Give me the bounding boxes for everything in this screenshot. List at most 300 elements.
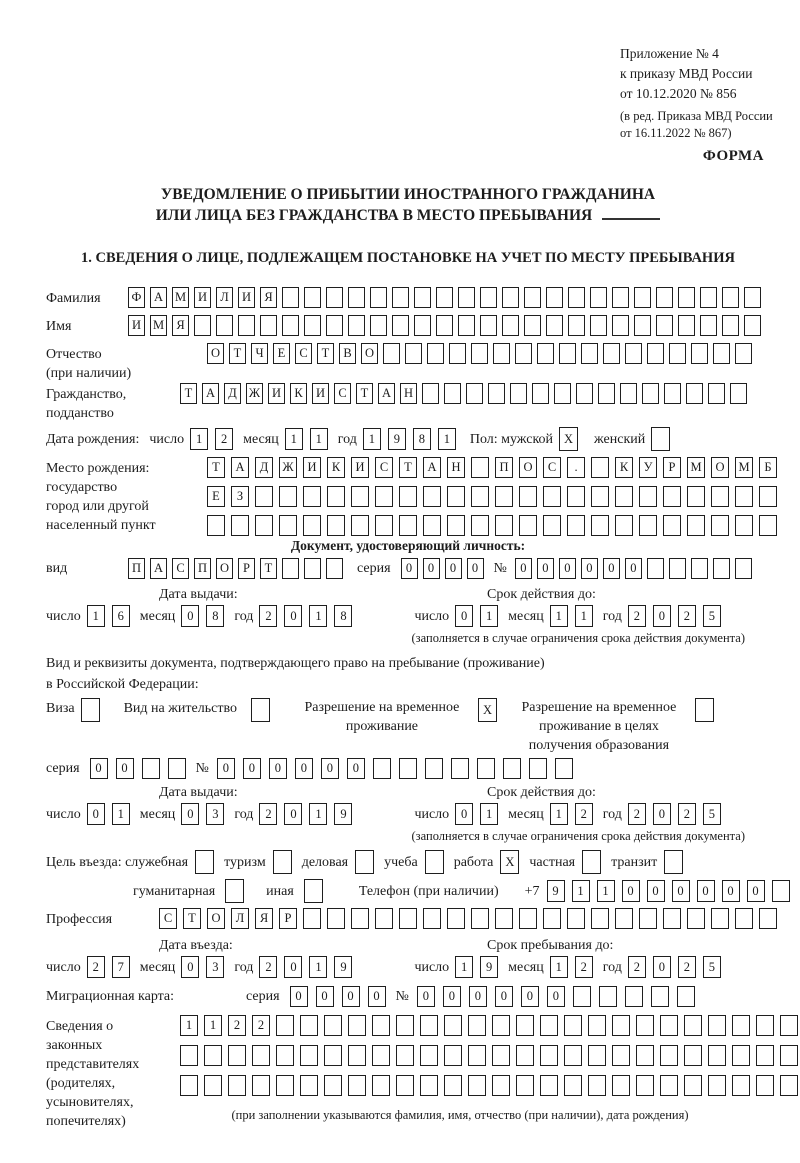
form-cell[interactable] (207, 515, 225, 536)
stay-day[interactable] (455, 956, 498, 978)
form-cell[interactable]: П (128, 558, 145, 579)
form-cell[interactable]: 0 (217, 758, 235, 779)
form-cell[interactable] (405, 343, 422, 364)
form-cell[interactable] (495, 908, 513, 929)
form-cell[interactable] (488, 383, 505, 404)
form-cell[interactable]: К (290, 383, 307, 404)
form-cell[interactable]: 0 (116, 758, 134, 779)
form-cell[interactable] (678, 287, 695, 308)
form-cell[interactable] (375, 515, 393, 536)
form-cell[interactable] (300, 1015, 318, 1036)
form-cell[interactable] (686, 383, 703, 404)
form-cell[interactable]: 0 (316, 986, 334, 1007)
form-cell[interactable]: А (231, 457, 249, 478)
form-cell[interactable] (695, 698, 714, 722)
form-cell[interactable] (678, 315, 695, 336)
form-cell[interactable] (543, 515, 561, 536)
form-cell[interactable]: 1 (550, 605, 568, 627)
form-cell[interactable]: И (268, 383, 285, 404)
form-cell[interactable] (300, 1075, 318, 1096)
form-cell[interactable]: 0 (559, 558, 576, 579)
form-cell[interactable] (471, 457, 489, 478)
form-cell[interactable]: О (519, 457, 537, 478)
form-cell[interactable] (458, 287, 475, 308)
form-cell[interactable]: Т (229, 343, 246, 364)
form-cell[interactable]: 1 (550, 956, 568, 978)
form-cell[interactable] (590, 315, 607, 336)
form-cell[interactable] (554, 383, 571, 404)
form-cell[interactable] (568, 315, 585, 336)
form-cell[interactable]: М (735, 457, 753, 478)
form-cell[interactable] (492, 1045, 510, 1066)
right-valid-day[interactable] (455, 803, 498, 825)
form-cell[interactable] (756, 1015, 774, 1036)
form-cell[interactable] (351, 486, 369, 507)
form-cell[interactable]: 1 (285, 428, 303, 450)
form-cell[interactable]: О (216, 558, 233, 579)
form-cell[interactable]: 2 (575, 956, 593, 978)
form-cell[interactable] (735, 343, 752, 364)
form-cell[interactable]: 0 (581, 558, 598, 579)
entry-year[interactable] (259, 956, 352, 978)
form-cell[interactable] (713, 558, 730, 579)
form-cell[interactable] (471, 908, 489, 929)
form-cell[interactable] (647, 343, 664, 364)
entry-month[interactable] (181, 956, 224, 978)
form-cell[interactable]: 1 (438, 428, 456, 450)
form-cell[interactable] (660, 1045, 678, 1066)
form-cell[interactable]: К (327, 457, 345, 478)
form-cell[interactable]: Я (260, 287, 277, 308)
form-cell[interactable]: О (207, 908, 225, 929)
form-cell[interactable]: О (711, 457, 729, 478)
form-cell[interactable] (656, 287, 673, 308)
form-cell[interactable] (744, 287, 761, 308)
form-cell[interactable] (546, 315, 563, 336)
form-cell[interactable]: Л (231, 908, 249, 929)
form-cell[interactable] (700, 315, 717, 336)
form-cell[interactable] (355, 850, 374, 874)
form-cell[interactable]: 2 (575, 803, 593, 825)
form-cell[interactable]: С (172, 558, 189, 579)
form-cell[interactable] (304, 315, 321, 336)
form-cell[interactable] (588, 1045, 606, 1066)
representatives-cells-row2[interactable] (180, 1045, 798, 1066)
form-cell[interactable] (399, 908, 417, 929)
form-cell[interactable] (471, 343, 488, 364)
form-cell[interactable] (276, 1075, 294, 1096)
form-cell[interactable]: У (639, 457, 657, 478)
form-cell[interactable] (519, 908, 537, 929)
form-cell[interactable] (612, 287, 629, 308)
given-name-cells[interactable] (128, 315, 761, 336)
form-cell[interactable] (458, 315, 475, 336)
form-cell[interactable] (700, 287, 717, 308)
form-cell[interactable] (303, 486, 321, 507)
form-cell[interactable] (204, 1075, 222, 1096)
form-cell[interactable] (370, 287, 387, 308)
form-cell[interactable]: И (128, 315, 145, 336)
form-cell[interactable] (567, 515, 585, 536)
form-cell[interactable] (615, 515, 633, 536)
form-cell[interactable]: 0 (672, 880, 690, 902)
form-cell[interactable]: Е (207, 486, 225, 507)
form-cell[interactable] (510, 383, 527, 404)
form-cell[interactable] (168, 758, 186, 779)
form-cell[interactable] (303, 515, 321, 536)
form-cell[interactable]: . (567, 457, 585, 478)
form-cell[interactable]: Т (399, 457, 417, 478)
profession-cells[interactable] (159, 908, 777, 929)
form-cell[interactable] (708, 383, 725, 404)
form-cell[interactable] (348, 1045, 366, 1066)
form-cell[interactable]: 2 (628, 605, 646, 627)
form-cell[interactable] (598, 383, 615, 404)
form-cell[interactable] (722, 287, 739, 308)
form-cell[interactable]: П (495, 457, 513, 478)
temp-permit-checkbox[interactable] (478, 698, 497, 722)
form-cell[interactable] (677, 986, 695, 1007)
representatives-cells-row3[interactable] (180, 1075, 798, 1096)
form-cell[interactable]: 0 (603, 558, 620, 579)
form-cell[interactable] (540, 1045, 558, 1066)
form-cell[interactable] (251, 698, 270, 722)
form-cell[interactable] (324, 1015, 342, 1036)
form-cell[interactable] (591, 457, 609, 478)
form-cell[interactable] (711, 515, 729, 536)
form-cell[interactable] (730, 383, 747, 404)
form-cell[interactable]: 0 (87, 803, 105, 825)
form-cell[interactable]: 0 (90, 758, 108, 779)
form-cell[interactable]: Ж (279, 457, 297, 478)
form-cell[interactable] (599, 986, 617, 1007)
form-cell[interactable]: Н (400, 383, 417, 404)
form-cell[interactable] (480, 315, 497, 336)
form-cell[interactable]: 2 (678, 803, 696, 825)
form-cell[interactable] (691, 558, 708, 579)
form-cell[interactable] (396, 1075, 414, 1096)
form-cell[interactable] (444, 1015, 462, 1036)
form-cell[interactable]: М (687, 457, 705, 478)
form-cell[interactable] (651, 986, 669, 1007)
form-cell[interactable]: А (150, 558, 167, 579)
form-cell[interactable]: 0 (243, 758, 261, 779)
form-cell[interactable]: 9 (547, 880, 565, 902)
form-cell[interactable] (444, 383, 461, 404)
form-cell[interactable]: О (361, 343, 378, 364)
id-number-cells[interactable] (515, 558, 752, 579)
form-cell[interactable] (711, 486, 729, 507)
form-cell[interactable] (559, 343, 576, 364)
form-cell[interactable] (687, 908, 705, 929)
form-cell[interactable] (477, 758, 495, 779)
form-cell[interactable] (449, 343, 466, 364)
form-cell[interactable] (304, 879, 323, 903)
form-cell[interactable]: 0 (653, 605, 671, 627)
form-cell[interactable] (772, 880, 790, 902)
form-cell[interactable] (495, 486, 513, 507)
form-cell[interactable]: 3 (206, 803, 224, 825)
form-cell[interactable]: 0 (368, 986, 386, 1007)
form-cell[interactable]: 0 (342, 986, 360, 1007)
form-cell[interactable] (468, 1075, 486, 1096)
form-cell[interactable] (540, 1075, 558, 1096)
temp-permit-edu-checkbox[interactable] (695, 698, 714, 722)
form-cell[interactable]: 0 (290, 986, 308, 1007)
migration-series-cells[interactable] (290, 986, 386, 1007)
form-cell[interactable] (370, 315, 387, 336)
form-cell[interactable]: 1 (480, 803, 498, 825)
form-cell[interactable]: 0 (697, 880, 715, 902)
form-cell[interactable] (564, 1045, 582, 1066)
birth-place-cells-row3[interactable] (207, 515, 777, 536)
form-cell[interactable] (516, 1045, 534, 1066)
birth-month-cells[interactable] (285, 428, 328, 450)
id-issue-year[interactable] (259, 605, 352, 627)
id-issue-day[interactable] (87, 605, 130, 627)
form-cell[interactable] (375, 486, 393, 507)
form-cell[interactable]: 1 (190, 428, 208, 450)
form-cell[interactable] (639, 486, 657, 507)
form-cell[interactable]: 1 (309, 605, 327, 627)
form-cell[interactable] (722, 315, 739, 336)
form-cell[interactable] (684, 1045, 702, 1066)
form-cell[interactable] (524, 287, 541, 308)
form-cell[interactable]: 2 (252, 1015, 270, 1036)
form-cell[interactable] (537, 343, 554, 364)
form-cell[interactable]: 3 (206, 956, 224, 978)
form-cell[interactable] (780, 1075, 798, 1096)
right-issue-year[interactable] (259, 803, 352, 825)
form-cell[interactable] (708, 1045, 726, 1066)
form-cell[interactable] (495, 515, 513, 536)
form-cell[interactable]: 1 (597, 880, 615, 902)
form-cell[interactable]: 9 (388, 428, 406, 450)
form-cell[interactable] (663, 515, 681, 536)
form-cell[interactable]: X (478, 698, 497, 722)
form-cell[interactable] (276, 1015, 294, 1036)
form-cell[interactable]: 6 (112, 605, 130, 627)
form-cell[interactable]: 0 (417, 986, 435, 1007)
right-valid-year[interactable] (628, 803, 721, 825)
form-cell[interactable]: 2 (628, 956, 646, 978)
form-cell[interactable] (588, 1015, 606, 1036)
visa-checkbox[interactable] (81, 698, 100, 722)
phone-cells[interactable] (547, 880, 790, 902)
residence-permit-checkbox[interactable] (251, 698, 270, 722)
form-cell[interactable]: 1 (363, 428, 381, 450)
form-cell[interactable] (573, 986, 591, 1007)
form-cell[interactable] (567, 486, 585, 507)
form-cell[interactable] (636, 1015, 654, 1036)
form-cell[interactable] (348, 315, 365, 336)
form-cell[interactable] (615, 486, 633, 507)
purpose-other-checkbox[interactable] (304, 879, 323, 903)
representatives-cells-row1[interactable] (180, 1015, 798, 1036)
form-cell[interactable] (636, 1045, 654, 1066)
form-cell[interactable]: 1 (455, 956, 473, 978)
form-cell[interactable]: 0 (181, 605, 199, 627)
birth-place-cells-row1[interactable] (207, 457, 777, 478)
id-issue-month[interactable] (181, 605, 224, 627)
form-cell[interactable]: 0 (722, 880, 740, 902)
form-cell[interactable]: 0 (547, 986, 565, 1007)
form-cell[interactable]: А (202, 383, 219, 404)
form-cell[interactable] (532, 383, 549, 404)
form-cell[interactable]: 0 (653, 956, 671, 978)
form-cell[interactable] (735, 558, 752, 579)
stay-year[interactable] (628, 956, 721, 978)
form-cell[interactable]: Т (183, 908, 201, 929)
form-cell[interactable] (612, 1045, 630, 1066)
form-cell[interactable] (711, 908, 729, 929)
purpose-official-checkbox[interactable] (195, 850, 214, 874)
stay-month[interactable] (550, 956, 593, 978)
form-cell[interactable] (546, 287, 563, 308)
purpose-work-checkbox[interactable] (500, 850, 519, 874)
form-cell[interactable] (304, 558, 321, 579)
form-cell[interactable] (543, 908, 561, 929)
form-cell[interactable] (581, 343, 598, 364)
form-cell[interactable]: Р (238, 558, 255, 579)
form-cell[interactable] (780, 1015, 798, 1036)
form-cell[interactable] (684, 1015, 702, 1036)
form-cell[interactable] (492, 1075, 510, 1096)
form-cell[interactable] (503, 758, 521, 779)
form-cell[interactable]: Н (447, 457, 465, 478)
form-cell[interactable]: М (150, 315, 167, 336)
form-cell[interactable] (567, 908, 585, 929)
form-cell[interactable] (515, 343, 532, 364)
form-cell[interactable] (252, 1045, 270, 1066)
form-cell[interactable]: 2 (228, 1015, 246, 1036)
right-valid-month[interactable] (550, 803, 593, 825)
form-cell[interactable] (543, 486, 561, 507)
form-cell[interactable] (732, 1075, 750, 1096)
form-cell[interactable]: 0 (269, 758, 287, 779)
form-cell[interactable]: И (303, 457, 321, 478)
form-cell[interactable] (392, 287, 409, 308)
form-cell[interactable] (436, 315, 453, 336)
form-cell[interactable] (471, 486, 489, 507)
form-cell[interactable] (324, 1045, 342, 1066)
form-cell[interactable]: 1 (572, 880, 590, 902)
purpose-transit-checkbox[interactable] (664, 850, 683, 874)
form-cell[interactable] (414, 315, 431, 336)
form-cell[interactable] (615, 908, 633, 929)
form-cell[interactable]: К (615, 457, 633, 478)
form-cell[interactable] (225, 879, 244, 903)
form-cell[interactable] (204, 1045, 222, 1066)
form-cell[interactable] (447, 515, 465, 536)
form-cell[interactable]: 0 (537, 558, 554, 579)
form-cell[interactable] (447, 486, 465, 507)
form-cell[interactable] (282, 558, 299, 579)
form-cell[interactable]: 0 (401, 558, 418, 579)
form-cell[interactable] (576, 383, 593, 404)
form-cell[interactable] (656, 315, 673, 336)
purpose-tourism-checkbox[interactable] (273, 850, 292, 874)
form-cell[interactable] (420, 1075, 438, 1096)
form-cell[interactable]: 0 (321, 758, 339, 779)
form-cell[interactable]: 0 (467, 558, 484, 579)
form-cell[interactable]: Д (255, 457, 273, 478)
form-cell[interactable]: 0 (521, 986, 539, 1007)
form-cell[interactable] (663, 486, 681, 507)
form-cell[interactable] (744, 315, 761, 336)
form-cell[interactable]: 0 (347, 758, 365, 779)
form-cell[interactable]: Т (207, 457, 225, 478)
form-cell[interactable]: Т (180, 383, 197, 404)
form-cell[interactable] (327, 908, 345, 929)
id-series-cells[interactable] (401, 558, 484, 579)
form-cell[interactable] (480, 287, 497, 308)
form-cell[interactable] (669, 343, 686, 364)
form-cell[interactable] (603, 343, 620, 364)
form-cell[interactable]: 5 (703, 803, 721, 825)
form-cell[interactable] (252, 1075, 270, 1096)
form-cell[interactable] (427, 343, 444, 364)
form-cell[interactable] (634, 287, 651, 308)
sex-male-checkbox[interactable] (559, 427, 578, 451)
form-cell[interactable] (588, 1075, 606, 1096)
form-cell[interactable] (647, 558, 664, 579)
form-cell[interactable]: 2 (259, 803, 277, 825)
form-cell[interactable]: X (500, 850, 519, 874)
form-cell[interactable]: А (423, 457, 441, 478)
form-cell[interactable] (422, 383, 439, 404)
form-cell[interactable] (351, 515, 369, 536)
patronymic-cells[interactable] (207, 343, 752, 364)
form-cell[interactable] (276, 1045, 294, 1066)
form-cell[interactable] (687, 515, 705, 536)
form-cell[interactable] (238, 315, 255, 336)
form-cell[interactable] (451, 758, 469, 779)
form-cell[interactable] (660, 1015, 678, 1036)
form-cell[interactable] (303, 908, 321, 929)
form-cell[interactable]: 9 (334, 956, 352, 978)
form-cell[interactable]: 1 (112, 803, 130, 825)
form-cell[interactable] (216, 315, 233, 336)
form-cell[interactable] (396, 1045, 414, 1066)
form-cell[interactable] (228, 1075, 246, 1096)
form-cell[interactable]: 1 (575, 605, 593, 627)
right-issue-day[interactable] (87, 803, 130, 825)
form-cell[interactable]: В (339, 343, 356, 364)
form-cell[interactable] (620, 383, 637, 404)
form-cell[interactable] (759, 908, 777, 929)
form-cell[interactable] (529, 758, 547, 779)
form-cell[interactable] (591, 908, 609, 929)
sex-female-checkbox[interactable] (651, 427, 670, 451)
surname-cells[interactable] (128, 287, 761, 308)
form-cell[interactable] (591, 515, 609, 536)
form-cell[interactable]: И (238, 287, 255, 308)
form-cell[interactable]: X (559, 427, 578, 451)
form-cell[interactable] (444, 1075, 462, 1096)
form-cell[interactable] (304, 287, 321, 308)
form-cell[interactable]: 0 (284, 956, 302, 978)
form-cell[interactable] (471, 515, 489, 536)
form-cell[interactable] (326, 558, 343, 579)
form-cell[interactable]: Ж (246, 383, 263, 404)
form-cell[interactable] (423, 908, 441, 929)
form-cell[interactable] (444, 1045, 462, 1066)
form-cell[interactable]: 2 (259, 605, 277, 627)
form-cell[interactable] (636, 1075, 654, 1096)
birth-place-cells-row2[interactable] (207, 486, 777, 507)
form-cell[interactable]: С (159, 908, 177, 929)
